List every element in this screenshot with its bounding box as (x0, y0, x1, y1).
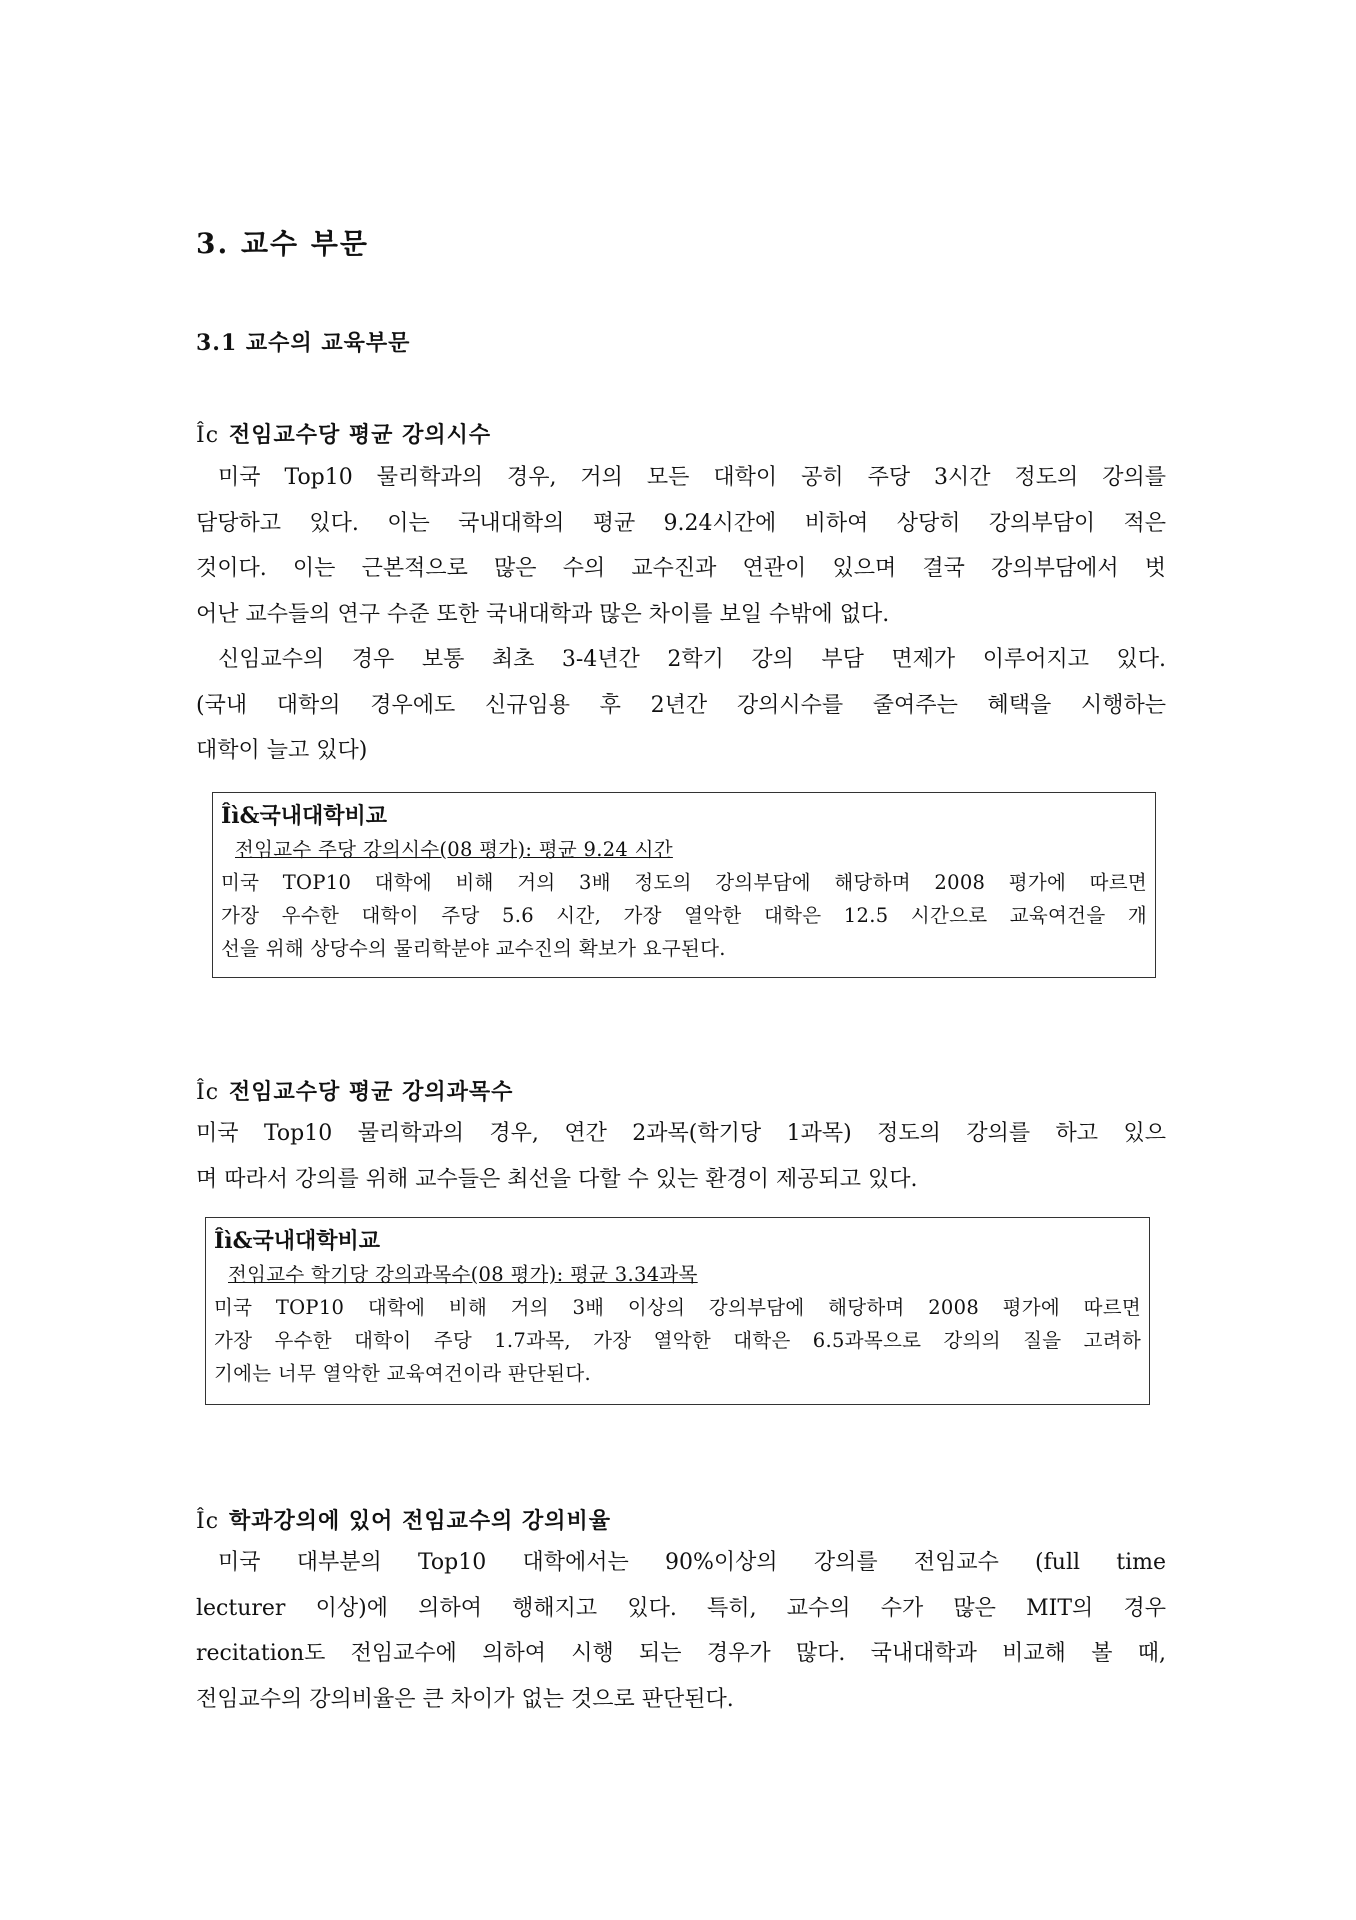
bullet-marker: Îc (196, 1080, 220, 1105)
comparison-box-2 (205, 1217, 1150, 1405)
comparison-box-body (214, 1258, 1141, 1390)
subsection-title: 3.1 교수의 교육부문 (196, 330, 411, 356)
paragraph-line: 미국 Top10 물리학과의 경우, 거의 모든 대학이 공히 주당 3시간 정도의 강의를 (218, 465, 1166, 490)
box-line: 선을 위해 상당수의 물리학분야 교수진의 확보가 요구된다. (221, 937, 726, 960)
paragraph-line: 전임교수의 강의비율은 큰 차이가 없는 것으로 판단된다. (196, 1686, 734, 1712)
paragraph-line: lecturer 이상)에 의하여 행해지고 있다. 특히, 교수의 수가 많은 MIT의 경우 (196, 1595, 1166, 1621)
item-2-heading (196, 1075, 513, 1106)
paragraph-line: 담당하고 있다. 이는 국내대학의 평균 9.24시간에 비하여 상당히 강의부담이 적은 (196, 510, 1166, 536)
comparison-box-title: Îì&국내대학비교 (214, 1228, 381, 1254)
section-title: 3. 교수 부문 (196, 227, 369, 260)
box-line: 미국 TOP10 대학에 비해 거의 3배 이상의 강의부담에 해당하며 2008 평가에 따르면 (214, 1296, 1141, 1319)
bullet-marker: Îc (196, 423, 220, 448)
box-line: 가장 우수한 대학이 주당 5.6 시간, 가장 열악한 대학은 12.5 시간으로 교육여건을 개 (221, 904, 1147, 927)
paragraph-line: 며 따라서 강의를 위해 교수들은 최선을 다할 수 있는 환경이 제공되고 있다. (196, 1166, 918, 1192)
box-line-underlined: 전임교수 주당 강의시수(08 평가): 평균 9.24 시간 (235, 838, 673, 861)
paragraph-line: 어난 교수들의 연구 수준 또한 국내대학과 많은 차이를 보일 수밖에 없다. (196, 601, 890, 627)
item-3-heading (196, 1504, 611, 1535)
paragraph-line: recitation도 전임교수에 의하여 시행 되는 경우가 많다. 국내대학과 비교해 볼 때, (196, 1641, 1166, 1666)
paragraph-line: 미국 Top10 물리학과의 경우, 연간 2과목(학기당 1과목) 정도의 강의를 하고 있으 (196, 1121, 1166, 1146)
comparison-box-title: Îì&국내대학비교 (221, 803, 388, 829)
comparison-box-1 (212, 792, 1156, 978)
paragraph-line: 신임교수의 경우 보통 최초 3-4년간 2학기 강의 부담 면제가 이루어지고 있다. (218, 647, 1166, 672)
box-line: 가장 우수한 대학이 주당 1.7과목, 가장 열악한 대학은 6.5과목으로 강의의 질을 고려하 (214, 1329, 1141, 1352)
paragraph-line: 대학이 늘고 있다) (196, 738, 368, 763)
box-line-underlined: 전임교수 학기당 강의과목수(08 평가): 평균 3.34과목 (228, 1263, 698, 1286)
item-2-heading-text: 전임교수당 평균 강의과목수 (229, 1079, 514, 1105)
item-2-paragraph (196, 1111, 1166, 1202)
item-1-paragraph (196, 455, 1166, 774)
item-3-heading-text: 학과강의에 있어 전임교수의 강의비율 (229, 1508, 612, 1534)
paragraph-line: 것이다. 이는 근본적으로 많은 수의 교수진과 연관이 있으며 결국 강의부담에서 벗 (196, 556, 1166, 581)
item-1-heading-text: 전임교수당 평균 강의시수 (229, 422, 492, 448)
paragraph-line: 미국 대부분의 Top10 대학에서는 90%이상의 강의를 전임교수 (full time (218, 1550, 1166, 1575)
box-line: 미국 TOP10 대학에 비해 거의 3배 정도의 강의부담에 해당하며 2008 평가에 따르면 (221, 871, 1147, 894)
item-3-paragraph (196, 1540, 1166, 1722)
comparison-box-body (221, 833, 1147, 965)
bullet-marker: Îc (196, 1509, 220, 1534)
item-1-heading (196, 418, 491, 449)
box-line: 기에는 너무 열악한 교육여건이라 판단된다. (214, 1362, 591, 1385)
paragraph-line: (국내 대학의 경우에도 신규임용 후 2년간 강의시수를 줄여주는 혜택을 시행하는 (196, 692, 1166, 718)
